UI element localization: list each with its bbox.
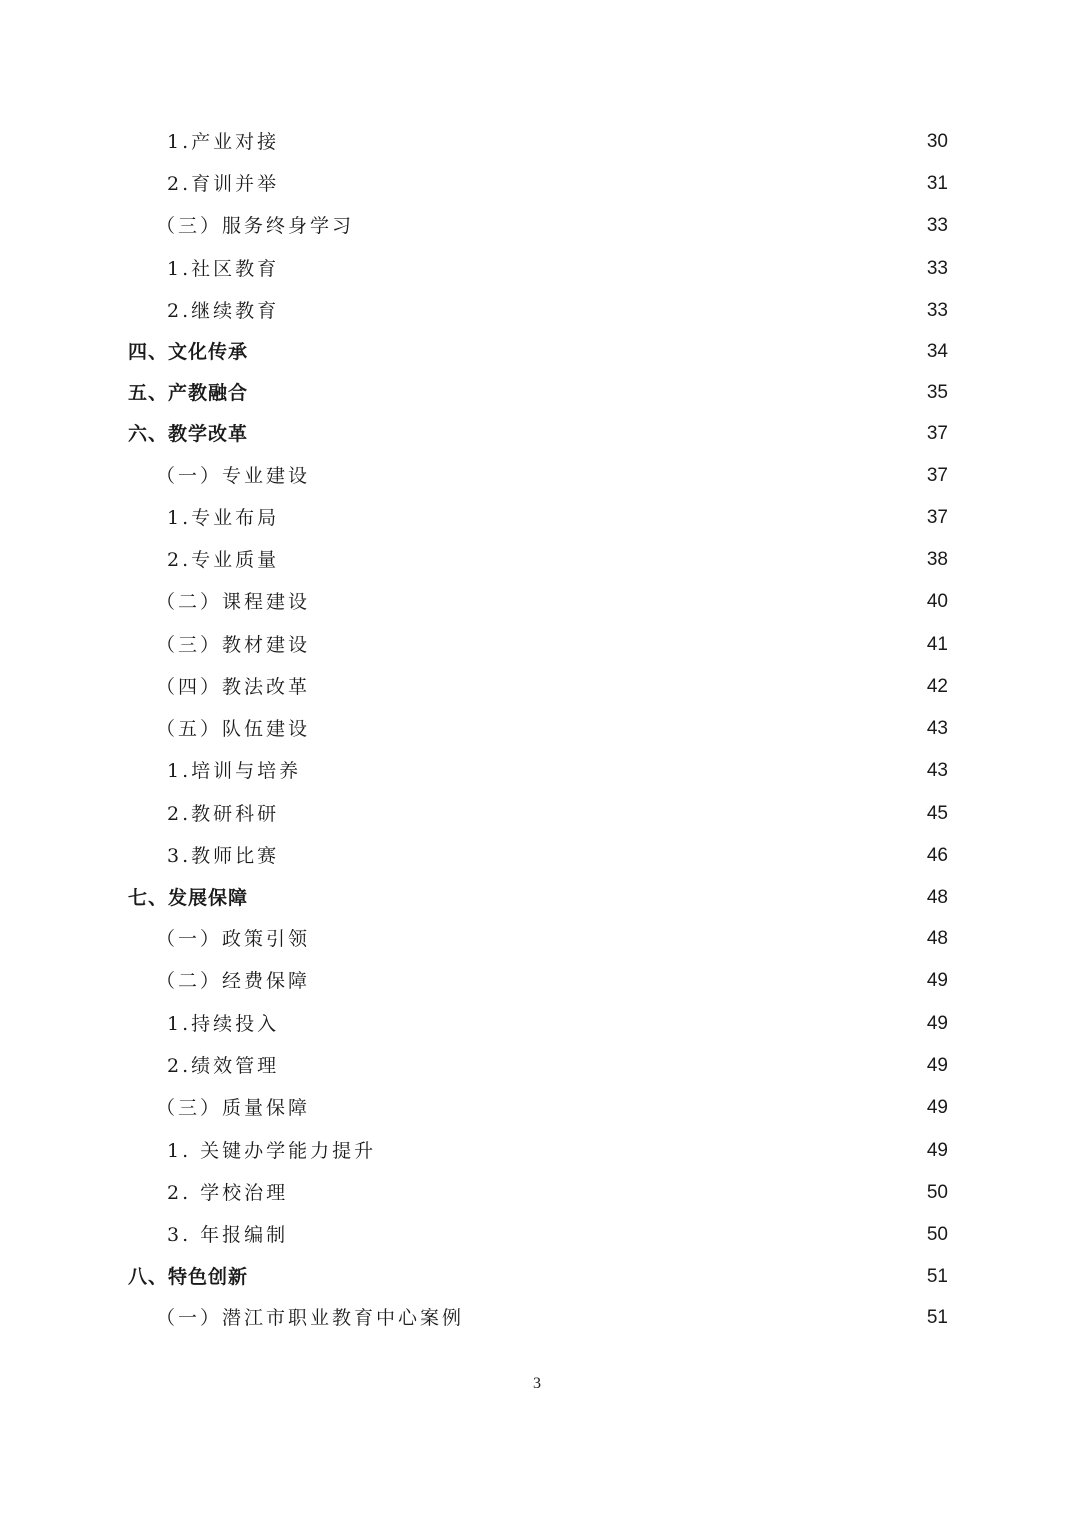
toc-entry[interactable] [0, 1088, 1074, 1128]
toc-entry-page: 50 [926, 1224, 948, 1245]
toc-entry-title: 1. 关键办学能力提升 [167, 1140, 377, 1162]
toc-entry-page: 37 [926, 507, 948, 528]
toc-entry[interactable] [0, 291, 1074, 331]
toc-entry-page: 48 [926, 887, 948, 908]
toc-entry[interactable] [0, 794, 1074, 834]
toc-entry-page: 38 [926, 549, 948, 570]
toc-entry[interactable] [0, 122, 1074, 162]
toc-entry-page: 48 [926, 928, 948, 949]
toc-entry-title: （一）潜江市职业教育中心案例 [156, 1307, 465, 1329]
toc-entry-title: 3.教师比赛 [167, 845, 280, 867]
toc-entry-title: 1.社区教育 [167, 258, 280, 280]
toc-entry-page: 33 [926, 300, 948, 321]
toc-entry-page: 49 [926, 1140, 948, 1161]
toc-entry-title: （二）经费保障 [156, 970, 311, 992]
toc-entry[interactable] [0, 540, 1074, 580]
toc-entry-page: 37 [926, 423, 948, 444]
toc-entry[interactable] [0, 373, 1074, 413]
toc-entry-page: 49 [926, 970, 948, 991]
toc-entry-title: 2.专业质量 [167, 549, 280, 571]
toc-entry[interactable] [0, 164, 1074, 204]
toc-entry-page: 43 [926, 718, 948, 739]
toc-entry-title: 2.继续教育 [167, 300, 280, 322]
toc-entry-page: 49 [926, 1055, 948, 1076]
toc-entry[interactable] [0, 582, 1074, 622]
toc-entry[interactable] [0, 878, 1074, 918]
toc-entry-page: 40 [926, 591, 948, 612]
toc-entry-page: 30 [926, 131, 948, 152]
toc-entry[interactable] [0, 1173, 1074, 1213]
toc-entry-title: 1.专业布局 [167, 507, 280, 529]
toc-entry-title: 2.育训并举 [167, 173, 280, 195]
toc-entry-page: 34 [926, 341, 948, 362]
toc-entry-title: 五、产教融合 [128, 382, 249, 404]
toc-entry[interactable] [0, 1004, 1074, 1044]
toc-entry-page: 51 [926, 1307, 948, 1328]
toc-entry-title: （三）质量保障 [156, 1097, 311, 1119]
toc-entry-title: （三）教材建设 [156, 634, 311, 656]
toc-entry[interactable] [0, 498, 1074, 538]
toc-entry-title: 2.教研科研 [167, 803, 280, 825]
toc-entry[interactable] [0, 1215, 1074, 1255]
toc-entry[interactable] [0, 625, 1074, 665]
toc-entry-title: （三）服务终身学习 [156, 215, 355, 237]
toc-entry-title: 四、文化传承 [128, 341, 249, 363]
toc-entry-page: 42 [926, 676, 948, 697]
toc-entry-page: 33 [926, 258, 948, 279]
toc-entry-title: （一）专业建设 [156, 465, 311, 487]
toc-entry[interactable] [0, 1298, 1074, 1338]
toc-entry-page: 31 [926, 173, 948, 194]
toc-entry-page: 41 [926, 634, 948, 655]
toc-entry[interactable] [0, 836, 1074, 876]
toc-entry-page: 49 [926, 1097, 948, 1118]
toc-entry[interactable] [0, 1131, 1074, 1171]
toc-entry[interactable] [0, 332, 1074, 372]
toc-entry-title: （一）政策引领 [156, 928, 311, 950]
toc-entry-title: 1.培训与培养 [167, 760, 302, 782]
toc-entry[interactable] [0, 414, 1074, 454]
toc-entry-title: 3. 年报编制 [167, 1224, 289, 1246]
toc-entry[interactable] [0, 456, 1074, 496]
toc-entry[interactable] [0, 709, 1074, 749]
toc-entry[interactable] [0, 206, 1074, 246]
toc-entry-title: 1.持续投入 [167, 1013, 280, 1035]
toc-entry-page: 49 [926, 1013, 948, 1034]
toc-entry-title: 1.产业对接 [167, 131, 280, 153]
toc-entry[interactable] [0, 667, 1074, 707]
toc-entry-title: （五）队伍建设 [156, 718, 311, 740]
toc-entry-title: 六、教学改革 [128, 423, 249, 445]
toc-entry-page: 46 [926, 845, 948, 866]
toc-entry[interactable] [0, 751, 1074, 791]
toc-entry-page: 37 [926, 465, 948, 486]
toc-entry-title: 2. 学校治理 [167, 1182, 289, 1204]
toc-entry[interactable] [0, 961, 1074, 1001]
toc-entry-page: 51 [926, 1266, 948, 1287]
toc-entry-page: 45 [926, 803, 948, 824]
toc-entry[interactable] [0, 1046, 1074, 1086]
toc-entry-page: 35 [926, 382, 948, 403]
toc-entry-title: （二）课程建设 [156, 591, 311, 613]
toc-entry-title: （四）教法改革 [156, 676, 311, 698]
toc-entry-title: 七、发展保障 [128, 887, 249, 909]
toc-entry-title: 2.绩效管理 [167, 1055, 280, 1077]
toc-entry-page: 33 [926, 215, 948, 236]
toc-entry[interactable] [0, 249, 1074, 289]
page-number: 3 [533, 1375, 541, 1392]
toc-entry-page: 50 [926, 1182, 948, 1203]
toc-entry-title: 八、特色创新 [128, 1266, 249, 1288]
toc-entry-page: 43 [926, 760, 948, 781]
toc-entry[interactable] [0, 919, 1074, 959]
toc-entry[interactable] [0, 1257, 1074, 1297]
